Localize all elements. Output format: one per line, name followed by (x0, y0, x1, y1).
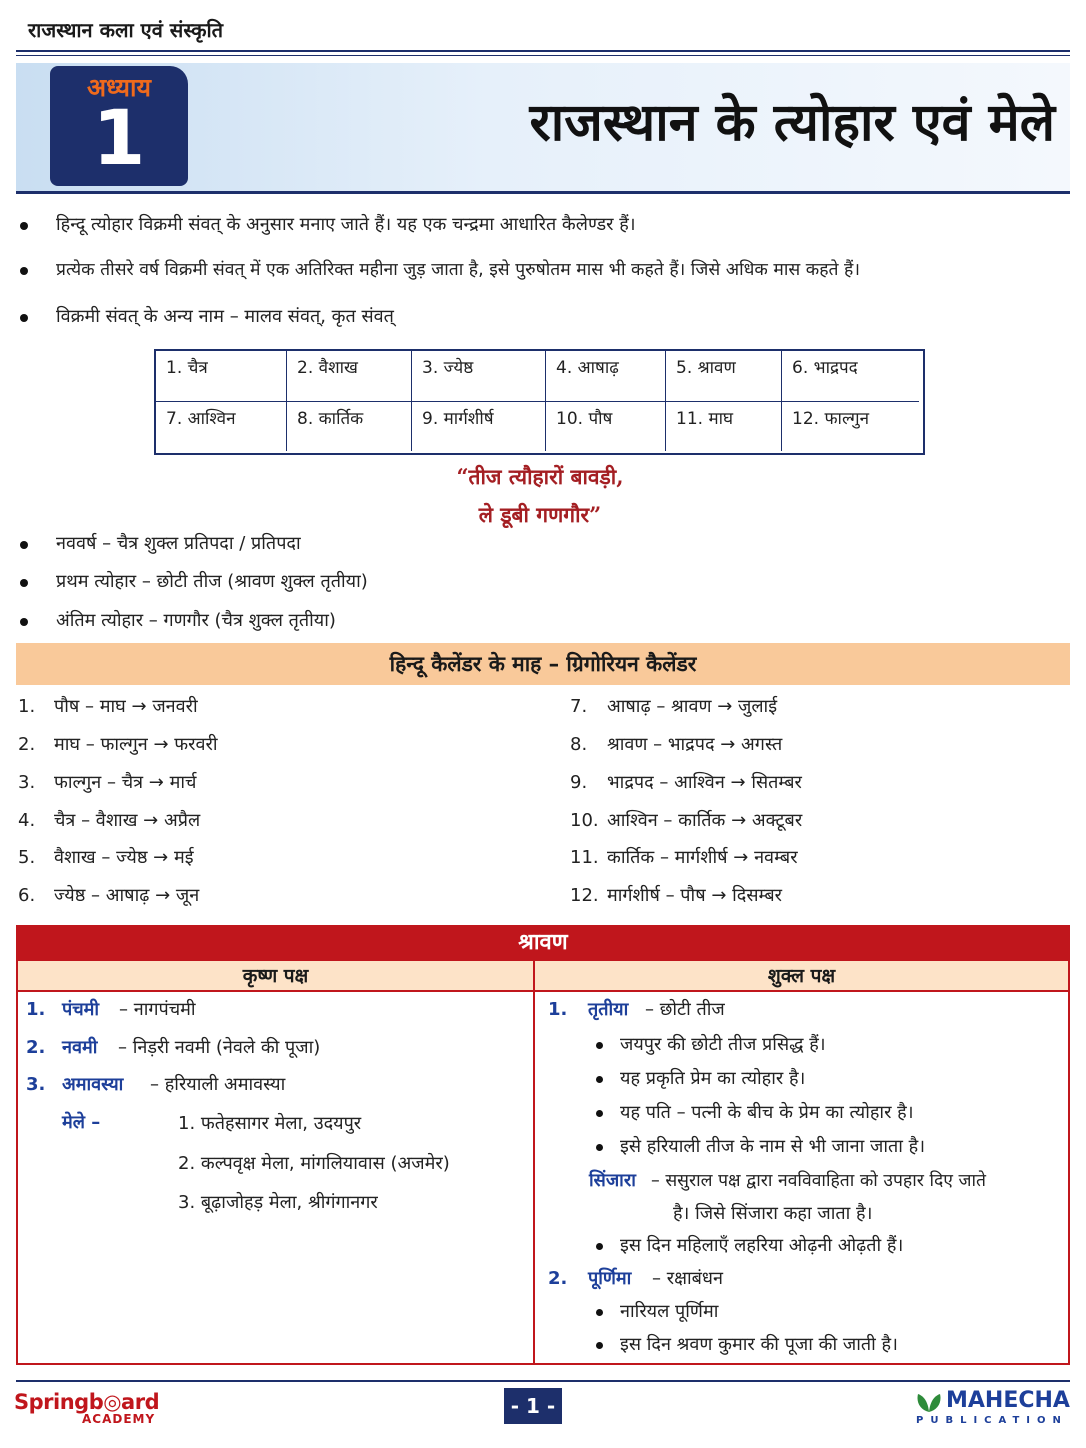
quote-line: “तीज त्यौहारों बावड़ी, (456, 464, 624, 489)
mahecha-publication-logo: MAHECHA PUBLICATION (916, 1388, 1070, 1426)
column-divider (533, 961, 535, 1365)
month-cell: 8. कार्तिक (287, 401, 412, 451)
running-header-title: राजस्थान कला एवं संस्कृति (28, 18, 224, 42)
shukla-item: 1. तृतीया – छोटी तीज (548, 999, 725, 1020)
month-cell: 7. आश्विन (156, 401, 287, 451)
months-table (154, 349, 925, 455)
month-cell: 9. मार्गशीर्ष (412, 401, 546, 451)
chapter-title: राजस्थान के त्योहार एवं मेले (529, 92, 1055, 153)
sinjara-note-cont: है। जिसे सिंजारा कहा जाता है। (673, 1203, 873, 1224)
subheader-rule (18, 990, 1068, 992)
bullet-dot (20, 314, 28, 322)
month-cell: 12. फाल्गुन (782, 401, 919, 451)
month-cell: 4. आषाढ़ (546, 351, 666, 401)
month-cell: 5. श्रावण (666, 351, 782, 401)
footer-rule (16, 1380, 1070, 1382)
leaf-icon (914, 1390, 944, 1414)
shukla-paksha-heading: शुक्ल पक्ष (767, 965, 836, 987)
bullet-dot (20, 267, 28, 275)
month-cell: 10. पौष (546, 401, 666, 451)
shravan-subheader (18, 961, 1068, 991)
chapter-label: अध्याय (87, 73, 151, 102)
bullet-dot (20, 618, 28, 626)
bullet-dot (596, 1076, 603, 1083)
bullet-dot (596, 1243, 603, 1250)
springboard-academy-logo: Springb◎ard ACADEMY (14, 1390, 160, 1426)
fair-item: 2. कल्पवृक्ष मेला, मांगलियावास (अजमेर) (178, 1153, 450, 1174)
bullet-dot (596, 1144, 603, 1151)
shravan-table-title: श्रावण (16, 925, 1070, 961)
fair-item: 1. फतेहसागर मेला, उदयपुर (178, 1113, 362, 1134)
bullet-dot (596, 1110, 603, 1117)
month-cell: 2. वैशाख (287, 351, 412, 401)
month-cell: 1. चैत्र (156, 351, 287, 401)
fairs-label: मेले – (62, 1112, 101, 1133)
fair-item: 3. बूढ़ाजोहड़ मेला, श्रीगंगानगर (178, 1192, 378, 1213)
month-cell: 11. माघ (666, 401, 782, 451)
bullet-dot (596, 1309, 603, 1316)
krishna-paksha-heading: कृष्ण पक्ष (242, 965, 309, 987)
quote-line: ले डूबी गणगौर” (478, 502, 602, 527)
running-header (16, 8, 1070, 52)
chapter-badge (50, 66, 188, 186)
calendar-section-title: हिन्दू कैलेंडर के माह – ग्रिगोरियन कैलेंडर (16, 643, 1070, 685)
proverb-quote (380, 458, 700, 534)
bullet-dot (596, 1342, 603, 1349)
bullet-dot (20, 222, 28, 230)
month-cell: 6. भाद्रपद (792, 358, 858, 378)
page-number: - 1 - (504, 1388, 562, 1424)
header-rule (16, 55, 1070, 56)
krishna-item: 2. नवमी – निड़री नवमी (नेवले की पूजा) (26, 1037, 321, 1058)
bullet-dot (596, 1042, 603, 1049)
month-cell: 3. ज्येष्ठ (412, 351, 546, 401)
bullet-dot (20, 541, 28, 549)
krishna-item: 1. पंचमी – नागपंचमी (26, 999, 196, 1020)
shukla-item: 2. पूर्णिमा – रक्षाबंधन (548, 1268, 723, 1289)
krishna-item: 3. अमावस्या – हरियाली अमावस्या (26, 1074, 286, 1095)
bullet-dot (20, 579, 28, 587)
chapter-number: 1 (92, 93, 146, 182)
sinjara-note: सिंजारा – ससुराल पक्ष द्वारा नवविवाहिता को उपहार दिए जाते (589, 1170, 987, 1191)
